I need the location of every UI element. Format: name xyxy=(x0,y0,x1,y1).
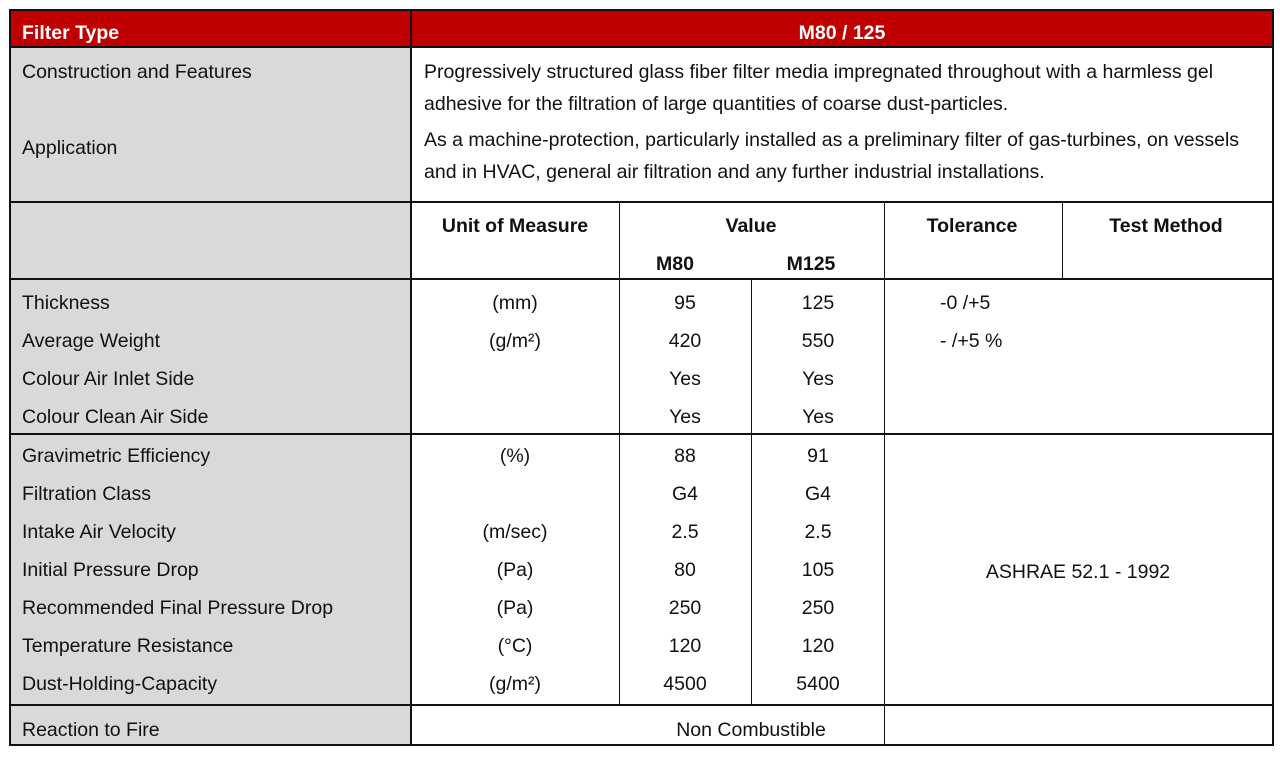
row-m125-value: 105 xyxy=(801,559,835,581)
col-unit-header: Unit of Measure xyxy=(441,215,589,237)
row-label: Filtration Class xyxy=(22,483,151,505)
row-m80-value: 80 xyxy=(674,559,696,581)
row-m80-value: Yes xyxy=(669,368,701,390)
row-label: Colour Clean Air Side xyxy=(22,406,209,428)
row-label: Initial Pressure Drop xyxy=(22,559,199,581)
hline-info xyxy=(9,201,1273,203)
row-m125-value: Yes xyxy=(802,406,834,428)
row-m125-value: 91 xyxy=(807,445,829,467)
col-value-header: Value xyxy=(725,215,777,237)
row-unit: (°C) xyxy=(497,635,533,657)
row-tolerance: -0 /+5 xyxy=(940,292,991,314)
col-tolerance-header: Tolerance xyxy=(926,215,1018,237)
vline-value-tolerance xyxy=(884,202,885,746)
row-m80-value: G4 xyxy=(671,483,699,505)
filter-model-title: M80 / 125 xyxy=(798,22,886,44)
construction-label: Construction and Features xyxy=(22,61,252,83)
row-label: Average Weight xyxy=(22,330,161,352)
label-column-head xyxy=(9,202,411,279)
row-unit: (g/m²) xyxy=(489,673,541,695)
row-m125-value: Yes xyxy=(802,368,834,390)
row-label: Intake Air Velocity xyxy=(22,521,176,543)
row-unit: (m/sec) xyxy=(482,521,548,543)
row-unit: (%) xyxy=(499,445,531,467)
hline-header xyxy=(9,46,1273,48)
row-label: Temperature Resistance xyxy=(22,635,234,657)
row-m80-value: Yes xyxy=(669,406,701,428)
fire-value: Non Combustible xyxy=(676,719,826,741)
vline-unit-value xyxy=(619,202,620,705)
row-m125-value: 250 xyxy=(801,597,835,619)
hline-properties xyxy=(9,433,1273,435)
application-text: As a machine-protection, particularly installed as a preliminary filter of gas-turbines, on vessels and in HVAC, general air filtration and any further industrial installations. xyxy=(424,129,1240,183)
divider-label-column xyxy=(410,9,412,746)
row-m80-value: 120 xyxy=(668,635,702,657)
row-m80-value: 4500 xyxy=(663,673,707,695)
border-left xyxy=(9,9,11,746)
row-m125-value: 125 xyxy=(801,292,835,314)
row-m125-value: 550 xyxy=(801,330,835,352)
col-m80-header: M80 xyxy=(656,253,694,275)
row-label: Gravimetric Efficiency xyxy=(22,445,211,467)
hline-performance xyxy=(9,704,1273,706)
hline-head xyxy=(9,278,1273,280)
construction-text: Progressively structured glass fiber filter media impregnated throughout with a harmless gel adhesive for the filtration of large quantities of coarse dust-particles. xyxy=(424,61,1214,115)
test-method-value: ASHRAE 52.1 - 1992 xyxy=(985,561,1171,583)
border-right xyxy=(1272,9,1274,746)
row-tolerance: - /+5 % xyxy=(940,330,1003,352)
row-m80-value: 250 xyxy=(668,597,702,619)
row-unit: (mm) xyxy=(492,292,538,314)
row-label: Thickness xyxy=(22,292,110,314)
vline-m80-m125 xyxy=(751,279,752,705)
row-label: Recommended Final Pressure Drop xyxy=(22,597,334,619)
col-test-method-header: Test Method xyxy=(1109,215,1223,237)
row-unit: (Pa) xyxy=(496,597,534,619)
row-m80-value: 2.5 xyxy=(671,521,699,543)
border-top xyxy=(9,9,1273,11)
vline-tolerance-test xyxy=(1062,202,1063,279)
row-m125-value: 5400 xyxy=(796,673,840,695)
filter-type-label: Filter Type xyxy=(22,22,120,44)
row-m125-value: 2.5 xyxy=(804,521,832,543)
row-m80-value: 95 xyxy=(674,292,696,314)
row-m80-value: 420 xyxy=(668,330,702,352)
row-label: Colour Air Inlet Side xyxy=(22,368,195,390)
row-label: Dust-Holding-Capacity xyxy=(22,673,218,695)
row-m125-value: 120 xyxy=(801,635,835,657)
row-unit: (g/m²) xyxy=(489,330,541,352)
header-bar xyxy=(9,9,1273,47)
application-label: Application xyxy=(22,137,118,159)
row-m80-value: 88 xyxy=(674,445,696,467)
col-m125-header: M125 xyxy=(786,253,836,275)
row-unit: (Pa) xyxy=(496,559,534,581)
border-bottom xyxy=(9,744,1273,746)
row-m125-value: G4 xyxy=(804,483,832,505)
fire-label: Reaction to Fire xyxy=(22,719,160,741)
